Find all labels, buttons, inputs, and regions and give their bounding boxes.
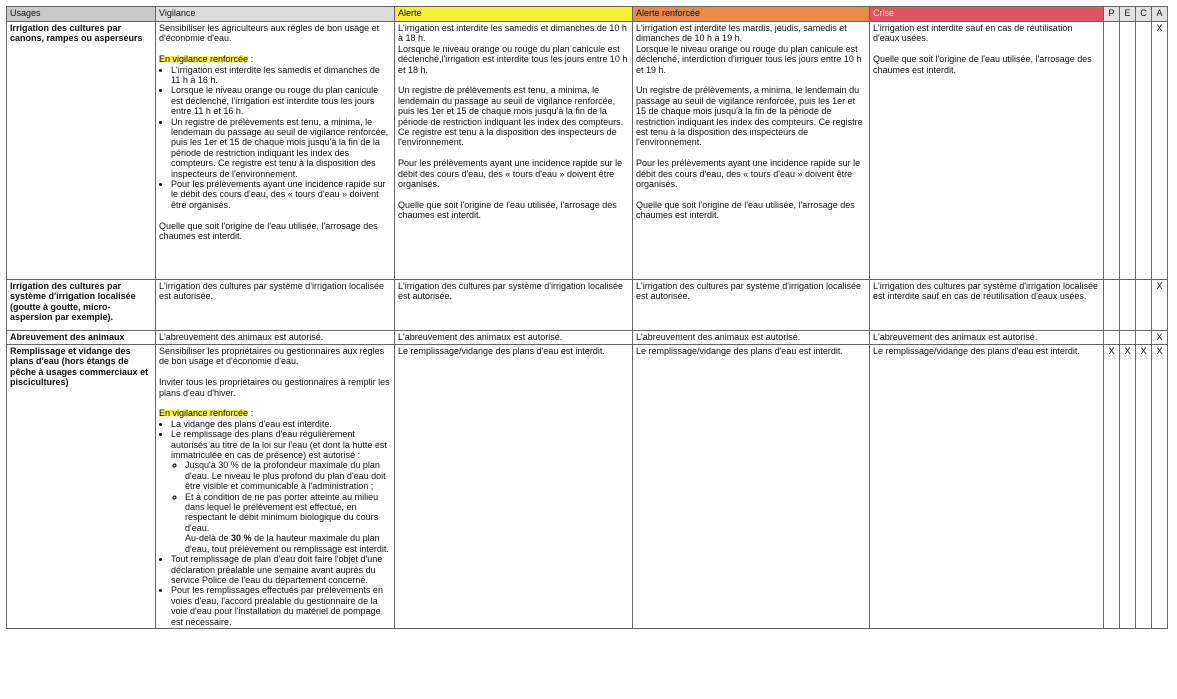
c-cell (1136, 280, 1152, 331)
crise-paragraph: Quelle que soit l'origine de l'eau utilisée, l'arrosage des chaumes est interdit. (873, 54, 1092, 75)
alerte-cell (395, 22, 633, 280)
table-row (7, 331, 1168, 345)
sub-list-item: ◦ Jusqu'à 30 % de la profondeur maximale du plan d'eau. Le niveau le plus profond du plan d'eau doit être visible et communicable à l'administration ; (185, 460, 391, 491)
vigilance-p1: Sensibiliser les propriétaires ou gestionnaires aux règles de bon usage et d'économie d'eau. (159, 346, 385, 367)
alerte-cell: L'irrigation des cultures par système d'irrigation localisée est autorisée. (395, 280, 633, 331)
p-cell (1104, 280, 1120, 331)
table-row (7, 345, 1168, 629)
a-cell: X (1152, 280, 1168, 331)
crise-cell: Le remplissage/vidange des plans d'eau est interdit. (870, 345, 1104, 629)
sub-list-item (185, 492, 391, 554)
c-cell (1136, 331, 1152, 345)
alerte-renforcee-cell: L'abreuvement des animaux est autorisé. (633, 331, 870, 345)
alerte-paragraph: Pour les prélèvements ayant une incidence rapide sur le débit des cours d'eau, des « tours d'eau » doivent être organisés. (398, 158, 623, 190)
list-item: • Un registre de prélèvements est tenu, a minima, le lendemain du passage au seuil de vigilance renforcée, puis les 1er et 15 de chaque mois jusqu'à la fin de la période de restriction indiquant les index des compteurs. Ce registre est tenu à la disposition des inspecteurs de l'environnement. (171, 117, 391, 179)
alerte-renforcee-cell: Le remplissage/vidange des plans d'eau est interdit. (633, 345, 870, 629)
list-item: • Lorsque le niveau orange ou rouge du plan canicule est déclenché, l'irrigation est interdite tous les jours entre 11 h et 16 h. (171, 85, 391, 116)
vigilance-p2: Inviter tous les propriétaires ou gestionnaires à remplir les plans d'eau d'hiver. (159, 377, 390, 398)
vigilance-heading (159, 408, 391, 418)
restrictions-table (6, 6, 1168, 629)
list-item: • L'irrigation est interdite les samedis et dimanches de 11 h à 16 h. (171, 65, 391, 86)
table-row (7, 22, 1168, 280)
sub-list-item-text: Et à condition de ne pas porter atteinte au milieu dans lequel le prélèvement est effectué, en respectant le débit minimum biologique du cours d'eau. (185, 491, 379, 533)
list-item-text: Le remplissage des plans d'eau régulièrement autorisés au titre de la loi sur l'eau (et dont la hutte est immatriculée en cas de présence) est autorisé : (171, 429, 387, 461)
alerte-renforcee-paragraph: Un registre de prélèvements, a minima, le lendemain du passage au seuil de vigilance renforcée, puis les 1er et 15 de chaque mois jusqu'à la fin de la période de restriction indiquant les index des compteurs. Ce registre est tenu à la disposition des inspecteurs de l'environnement. (636, 85, 863, 148)
alerte-cell: L'abreuvement des animaux est autorisé. (395, 331, 633, 345)
header-row (7, 7, 1168, 22)
vigilance-bullets (159, 65, 391, 211)
crise-cell (870, 22, 1104, 280)
a-cell: X (1152, 331, 1168, 345)
e-cell: X (1120, 345, 1136, 629)
table-row (7, 280, 1168, 331)
header-crise (870, 7, 1104, 22)
vigilance-heading-text: En vigilance renforcée (159, 54, 249, 65)
header-a: A (1152, 7, 1168, 22)
list-item: • Tout remplissage de plan d'eau doit faire l'objet d'une déclaration préalable une semaine avant auprès du service Police de l'eau du département concerné. (171, 554, 391, 585)
list-item: • Pour les prélèvements ayant une incidence rapide sur le débit des cours d'eau, des « tours d'eau » doivent être organisés. (171, 179, 391, 210)
header-c: C (1136, 7, 1152, 22)
usage-cell: Remplissage et vidange des plans d'eau (hors étangs de pêche à usages commerciaux et piscicultures) (7, 345, 156, 629)
header-crise-label: Crise (873, 8, 895, 18)
alerte-paragraph: Un registre de prélèvements est tenu, a minima, le lendemain du passage au seuil de vigilance renforcée, puis les 1er et 15 de chaque mois jusqu'à la fin de la période de restriction indiquant les index des compteurs. Ce registre est tenu à la disposition des inspecteurs de l'environnement. (398, 85, 624, 148)
p-cell (1104, 22, 1120, 280)
sub2-pre: Au-delà de (185, 533, 232, 544)
list-item: • Pour les remplissages effectués par prélèvements en voies d'eau, l'accord préalable du gestionnaire de la voie d'eau pour l'installation du matériel de pompage est nécessaire. (171, 585, 391, 627)
crise-cell: L'irrigation des cultures par système d'irrigation localisée est interdite sauf en cas de réutilisation d'eaux usées. (870, 280, 1104, 331)
c-cell: X (1136, 345, 1152, 629)
alerte-paragraph: Quelle que soit l'origine de l'eau utilisée, l'arrosage des chaumes est interdit. (398, 199, 617, 221)
vigilance-cell (156, 345, 395, 629)
e-cell (1120, 331, 1136, 345)
c-cell (1136, 22, 1152, 280)
p-cell (1104, 331, 1120, 345)
header-usages: Usages (7, 7, 156, 22)
sub-bullets (171, 460, 391, 554)
alerte-renforcee-paragraph: Pour les prélèvements ayant une incidence rapide sur le débit des cours d'eau, des « tours d'eau » doivent être organisés. (636, 158, 861, 190)
vigilance-heading (159, 54, 391, 64)
header-alerte: Alerte (395, 7, 633, 22)
header-p: P (1104, 7, 1120, 22)
vigilance-heading-suffix: : (248, 54, 254, 65)
list-item (171, 429, 391, 554)
header-alerte-renforcee: Alerte renforcée (633, 7, 870, 22)
a-cell: X (1152, 345, 1168, 629)
vigilance-heading-suffix: : (248, 408, 254, 419)
p-cell: X (1104, 345, 1120, 629)
e-cell (1120, 280, 1136, 331)
header-e: E (1120, 7, 1136, 22)
usage-cell: Abreuvement des animaux (7, 331, 156, 345)
header-vigilance: Vigilance (156, 7, 395, 22)
sub2-post: de la hauteur maximale du plan d'eau, tout prélèvement ou remplissage est interdit. (185, 533, 389, 554)
a-cell: X (1152, 22, 1168, 280)
alerte-renforcee-paragraph: L'irrigation est interdite les mardis, jeudis, samedis et dimanches de 10 h à 19 h. Lorsque le niveau orange ou rouge du plan canicule est déclenché, interdiction d'irriguer tous les jours entre 10 h et 19 h. (636, 23, 862, 75)
list-item: • La vidange des plans d'eau est interdite. (171, 419, 391, 429)
alerte-renforcee-paragraph: Quelle que soit l'origine de l'eau utilisée, l'arrosage des chaumes est interdit. (636, 199, 855, 221)
vigilance-heading-text: En vigilance renforcée (159, 408, 249, 419)
vigilance-cell (156, 22, 395, 280)
usage-cell: Irrigation des cultures par système d'irrigation localisée (goutte à goutte, micro-aspersion par exemple). (7, 280, 156, 331)
alerte-renforcee-cell: L'irrigation des cultures par système d'irrigation localisée est autorisée. (633, 280, 870, 331)
usage-cell: Irrigation des cultures par canons, rampes ou asperseurs (7, 22, 156, 280)
alerte-renforcee-cell (633, 22, 870, 280)
vigilance-intro: Sensibiliser les agriculteurs aux règles de bon usage et d'économie d'eau. (159, 23, 380, 44)
alerte-paragraph: L'irrigation est interdite les samedis et dimanches de 10 h à 18 h. Lorsque le niveau orange ou rouge du plan canicule est déclenché,l'irrigation est interdite tous les jours entre 10 h et 18 h. (398, 23, 628, 75)
e-cell (1120, 22, 1136, 280)
vigilance-cell: L'irrigation des cultures par système d'irrigation localisée est autorisée. (156, 280, 395, 331)
alerte-cell: Le remplissage/vidange des plans d'eau est interdit. (395, 345, 633, 629)
vigilance-cell: L'abreuvement des animaux est autorisé. (156, 331, 395, 345)
vigilance-bullets (159, 419, 391, 627)
crise-cell: L'abreuvement des animaux est autorisé. (870, 331, 1104, 345)
vigilance-outro: Quelle que soit l'origine de l'eau utilisée, l'arrosage des chaumes est interdit. (159, 220, 378, 242)
sub2-bold: 30 % (231, 533, 252, 544)
crise-paragraph: L'irrigation est interdite sauf en cas de réutilisation d'eaux usées. (873, 23, 1073, 44)
